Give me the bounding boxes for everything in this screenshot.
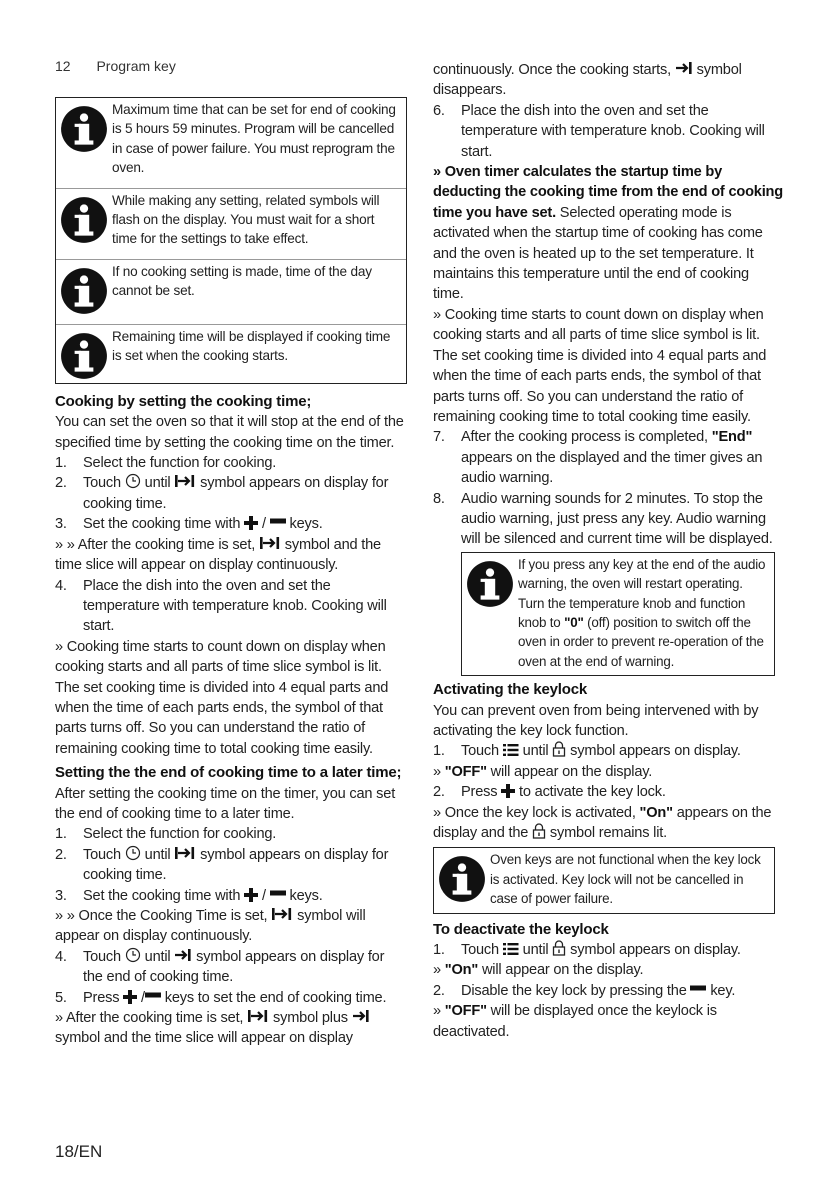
list-item [433,489,783,550]
plus-icon [501,784,515,798]
page-footer: 18/EN [55,1142,103,1161]
paragraph: » "OFF" will be displayed once the keylock is deactivated. [433,1003,717,1040]
step-number: 4. [55,948,67,965]
paragraph: » Once the key lock is activated, "On" appears on the display and the symbol remains lit. [433,804,772,842]
info-icon [59,104,109,154]
step-text: Audio warning sounds for 2 minutes. To stop the audio warning, just press any key. Audio warning will be silenced and current time will be displayed. [461,490,773,548]
list-item [433,427,783,488]
info-note [56,98,406,182]
step-text: Place the dish into the oven and set the temperature with temperature knob. Cooking will start. [83,577,387,635]
arrow-to-bar-icon [352,1008,370,1024]
info-note [433,847,775,913]
step-text: Set the cooking time with / keys. [83,516,323,533]
note-text: If no cooking setting is made, time of the day cannot be set. [112,263,372,299]
left-column [55,97,407,1049]
step-number: 2. [433,982,445,999]
info-icon [465,559,515,609]
paragraph: continuously. Once the cooking starts, symbol disappears. [433,62,742,99]
section-heading: Activating the keylock [433,681,587,699]
step-number: 3. [55,887,67,904]
step-text: Select the function for cooking. [83,455,277,472]
step-number: 1. [433,743,445,760]
minus-icon [270,889,286,897]
menu-lines-icon [503,942,519,956]
step-text: Set the cooking time with / keys. [83,887,323,904]
step-number: 5. [55,989,67,1006]
note-text: While making any setting, related symbols will flash on the display. You must wait for a short time for the settings to take effect. [112,192,380,247]
header-page-number: 12 [55,58,71,74]
minus-icon [270,517,286,525]
paragraph: » » Once the Cooking Time is set, symbol will appear on display continuously. [55,908,366,945]
bar-arrow-bar-icon [174,845,196,861]
info-icon [437,854,487,904]
info-note [461,552,775,676]
step-text: After the cooking process is completed, "End" appears on the displayed and the timer gives an audio warning. [461,429,763,487]
note-text: Remaining time will be displayed if cooking time is set when the cooking starts. [112,328,391,364]
step-number: 2. [433,784,445,801]
note-text: Oven keys are not functional when the key lock is activated. Key lock will not be cancelled in case of power failure. [490,852,761,907]
clock-icon [125,947,141,963]
step-text: Touch until symbol appears on display for cooking time. [83,475,389,512]
paragraph: » Cooking time starts to count down on display when cooking starts and all parts of time slice symbol is lit. The set cooking time is divided into 4 equal parts and when the time of each parts ends, the symbol of that parts turns off. So you can understand the ratio of remaining cooking time to total cooking time easily. [55,638,389,757]
arrow-to-bar-icon [174,947,192,963]
info-note [56,259,406,318]
right-column [433,60,783,1042]
note-text: If you press any key at the end of the audio warning, the oven will restart operating. Turn the temperature knob and function knob to "0" (off) position to switch off the oven in order to prevent re-operation of the oven at the end of warning. [518,556,766,669]
clock-icon [125,845,141,861]
plus-icon [244,888,258,902]
list-item [55,473,407,514]
step-text: Touch until symbol appears on display. [461,942,741,959]
info-icon [59,195,109,245]
step-text: Touch until symbol appears on display. [461,743,741,760]
clock-icon [125,473,141,489]
info-note [56,324,406,383]
bar-arrow-bar-icon [247,1008,269,1024]
header-section-title: Program key [96,58,176,74]
bar-arrow-bar-icon [271,906,293,922]
paragraph: After setting the cooking time on the timer, you can set the end of cooking time to a later time. [55,785,396,822]
section-heading: To deactivate the keylock [433,920,609,938]
paragraph: » » After the cooking time is set, symbol and the time slice will appear on display continuously. [55,536,381,574]
paragraph: » Oven timer calculates the startup time by deducting the cooking time from the end of cooking time you have set. Selected operating mode is activated when the startup time of cooking has come and the oven is heated up to the set temperature. It maintains this temperature until the end of cooking time. [433,164,783,303]
step-number: 6. [433,102,445,119]
lock-icon [532,823,546,839]
bar-arrow-bar-icon [259,535,281,551]
step-number: 2. [55,475,67,492]
step-number: 3. [55,516,67,533]
step-number: 7. [433,429,445,446]
paragraph: You can prevent oven from being intervened with by activating the key lock function. [433,702,759,739]
step-number: 2. [55,846,67,863]
step-number: 1. [55,455,67,472]
list-item [55,453,407,473]
lock-icon [552,940,566,956]
lock-icon [552,741,566,757]
list-item [55,947,407,988]
list-item [55,824,407,844]
list-item [55,988,407,1008]
step-text: Press / keys to set the end of cooking time. [83,989,387,1006]
list-item [55,845,407,886]
paragraph: » "OFF" will appear on the display. [433,763,653,780]
step-text: Place the dish into the oven and set the temperature with temperature knob. Cooking will start. [461,102,765,160]
list-item [433,940,783,960]
list-item [433,741,783,761]
plus-icon [244,516,258,530]
page-header [55,58,176,74]
step-number: 8. [433,490,445,507]
step-number: 4. [55,577,67,594]
list-item [433,981,783,1001]
minus-icon [145,991,161,999]
bar-arrow-bar-icon [174,473,196,489]
bold-lead-text: » Oven timer calculates the startup time by deducting the cooking time from the end of cooking time you have set. [433,164,783,221]
step-text: Select the function for cooking. [83,826,277,843]
list-item [55,514,407,534]
paragraph: » After the cooking time is set, symbol plus symbol and the time slice will appear on display [55,1008,407,1049]
arrow-to-bar-icon [675,60,693,76]
minus-icon [690,984,706,992]
step-text: Disable the key lock by pressing the key. [461,982,736,999]
step-text: Touch until symbol appears on display for cooking time. [83,846,389,884]
paragraph: » "On" will appear on the display. [433,962,644,979]
section-heading: Cooking by setting the cooking time; [55,392,312,410]
step-number: 1. [55,826,67,843]
notes-box [55,97,407,384]
menu-lines-icon [503,743,519,757]
info-icon [59,266,109,316]
section-heading: Setting the the end of cooking time to a later time; [55,764,402,782]
step-number: 1. [433,942,445,959]
list-item [433,782,783,802]
info-note [56,188,406,253]
step-text: Press to activate the key lock. [461,784,666,801]
note-text: Maximum time that can be set for end of cooking is 5 hours 59 minutes. Program will be cancelled in case of power failure. You must reprogram the oven. [112,102,396,176]
paragraph: You can set the oven so that it will stop at the end of the specified time by setting the cooking time on the timer. [55,414,404,451]
step-text: Touch until symbol appears on display for the end of cooking time. [83,948,385,986]
plus-icon [123,990,137,1004]
paragraph: » Cooking time starts to count down on display when cooking starts and all parts of time slice symbol is lit. The set cooking time is divided into 4 equal parts and when the time of each parts ends, the symbol of that parts turns off. So you can understand the ratio of remaining cooking time to total cooking time easily. [433,306,767,425]
info-icon [59,331,109,381]
list-item [55,886,407,906]
list-item [433,101,783,162]
list-item [55,576,407,637]
